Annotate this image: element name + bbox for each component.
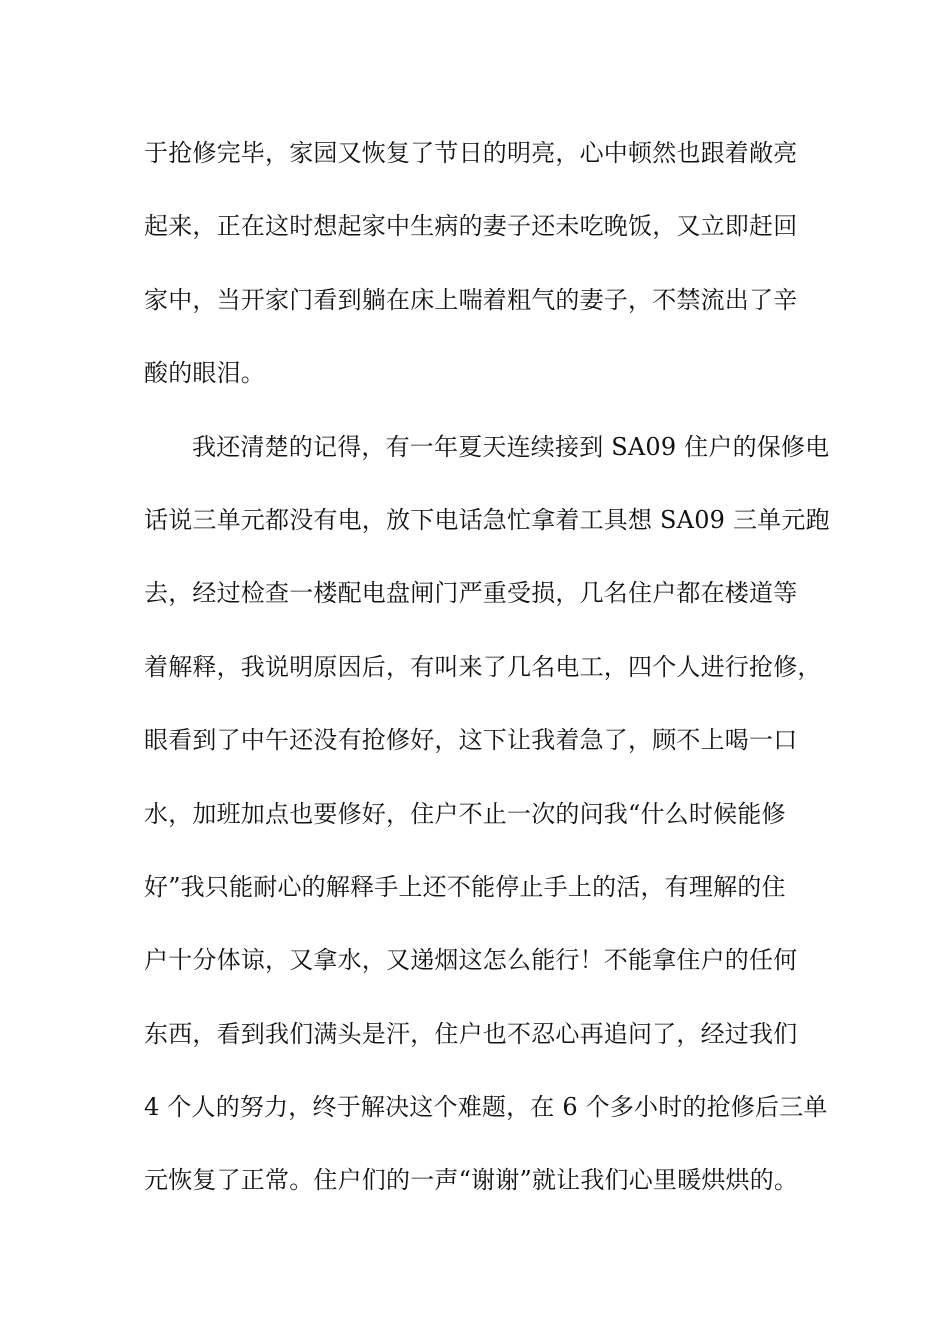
paragraph-line: 水，加班加点也要修好，住户不止一次的问我“什么时候能修 <box>144 799 786 828</box>
paragraph-line: 好”我只能耐心的解释手上还不能停止手上的活，有理解的住 <box>144 872 786 901</box>
paragraph-first-line: 我还清楚的记得，有一年夏天连续接到 SA09 住户的保修电 <box>192 432 830 461</box>
paragraph-2 <box>144 411 830 1218</box>
paragraph-line: 东西，看到我们满头是汗，住户也不忍心再追问了，经过我们 <box>144 1019 798 1048</box>
paragraph-line: 于抢修完毕，家园又恢复了节日的明亮，心中顿然也跟着敞亮 <box>144 139 798 167</box>
paragraph-line: 眼看到了中午还没有抢修好，这下让我着急了，顾不上喝一口 <box>144 726 798 755</box>
paragraph-line: 户十分体谅，又拿水，又递烟这怎么能行！不能拿住户的任何 <box>144 946 798 975</box>
paragraph-line: 起来，正在这时想起家中生病的妻子还未吃晚饭，又立即赶回 <box>144 212 798 241</box>
paragraph-line: 去，经过检查一楼配电盘闸门严重受损，几名住户都在楼道等 <box>144 579 798 608</box>
paragraph-line: 元恢复了正常。住户们的一声“谢谢”就让我们心里暖烘烘的。 <box>144 1166 799 1195</box>
paragraph-line: 4 个人的努力，终于解决这个难题，在 6 个多小时的抢修后三单 <box>144 1093 828 1122</box>
paragraph-line: 着解释，我说明原因后，有叫来了几名电工，四个人进行抢修， <box>144 652 822 681</box>
paragraph-line: 酸的眼泪。 <box>144 359 265 388</box>
paragraph-line: 家中，当开家门看到躺在床上喘着粗气的妻子，不禁流出了辛 <box>144 285 798 314</box>
document-body <box>144 117 830 1218</box>
paragraph-line: 话说三单元都没有电，放下电话急忙拿着工具想 SA09 三单元跑 <box>144 505 830 534</box>
paragraph-1 <box>144 117 824 411</box>
